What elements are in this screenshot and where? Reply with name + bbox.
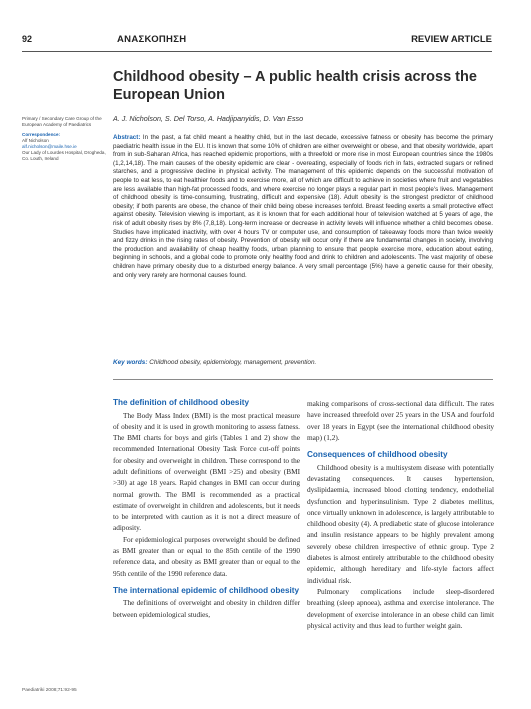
keywords-divider <box>113 379 493 380</box>
affiliation: Primary / Secondary Care Group of the European Academy of Paediatrics <box>22 116 102 127</box>
abstract-text: In the past, a fat child meant a healthy child, but in the last decade, excessive fatness or obesity has become the primary paediatric health issue in the EU. It is known that some 10% of children are either overweight or obese, and that obesity worldwide, apart from in sub-Saharan Africa, has reached epidemic proportions, with a threefold or more rise in most European countries since the 1980s (1,2,14,18). The main causes of the obesity epidemic are clear - overeating, especially of foods rich in fats, extracted sugars or refined starches, and a progressive decline in physical activity. The management of this epidemic depends on the successful motivation of people to eat less, to eat healthier foods and to exercise more, all of which are difficult to achieve in societies where fruit and vegetables are less available than high-fat processed foods, and where exercise no longer plays a regular part in most people's lives. Management of childhood obesity is time-consuming, frustrating, difficult and expensive (18). Adult obesity is the strongest predictor of childhood obesity; if both parents are obese, the chance of their child being obese increases tenfold. Breast feeding exerts a small protective effect against obesity. Television viewing is important, as it is known that for each additional hour of television watched at 5 years of age, the risk of adult obesity rises by 8% (7,8,18). Long-term increase or decrease in activity levels will influence whether a child becomes obese. Studies have implicated inactivity, with over 4 hours TV or computer use, and consumption of takeaway foods more than twice weekly and fizzy drinks in the rising rates of obesity. Prevention of obesity will occur only if there are fundamental changes in society, involving the production and availability of cheap healthy foods, urban planning to ensure that people exercise more, education about eating, beginning in schools, and a global code to promote only healthy food and drink to children and adolescents. The vast majority of obese children have primary obesity due to a disturbed energy balance. A very small percentage (5%) have a genetic cause for their obesity, and only very rarely are hormonal causes found. <box>113 134 493 279</box>
header-divider <box>22 51 492 52</box>
keywords <box>113 359 493 366</box>
keywords-text: Childhood obesity, epidemiology, management, prevention. <box>147 359 317 366</box>
section-heading-definition: The definition of childhood obesity <box>113 398 249 407</box>
article-authors: A. J. Nicholson, S. Del Torso, A. Hadjipanyidis, D. Van Esso <box>113 114 304 123</box>
correspondence-address: Our Lady of Lourdes Hospital, Drogheda, Co. Louth, Ireland <box>22 150 106 161</box>
paragraph: The Body Mass Index (BMI) is the most practical measure of obesity and it is used in growth monitoring to assess fatness. The BMI charts for boys and girls (Tables 1 and 2) show the recommended International Obesity Task Force cut-off points for obesity and overweight in children. These correspond to the adult definitions of overweight (BMI >25) and obesity (BMI >30) at age 18 years. Rapid changes in BMI can occur during normal growth. The BMI is recommended as a practical estimate of overweight in children and adolescents, but it needs to be interpreted with caution as it is not a direct measure of adiposity. <box>113 410 300 533</box>
section-title-english: REVIEW ARTICLE <box>411 34 492 45</box>
page-header <box>22 34 492 50</box>
correspondence-name: Alf Nicholson <box>22 138 49 143</box>
correspondence-email[interactable]: alf.nicholson@maile.hse.ie <box>22 144 77 149</box>
section-heading-consequences: Consequences of childhood obesity <box>307 450 448 460</box>
body-column-right <box>307 398 494 631</box>
abstract-label: Abstract: <box>113 134 141 141</box>
footer-citation: Paediatriki 2008;71:92-95 <box>22 688 77 693</box>
paragraph: Pulmonary complications include sleep-disordered breathing (sleep apnoea), asthma and exercise intolerance. The development of exercise intolerance in an obese child can limit physical activity and thus lead to further weight gain. <box>307 586 494 630</box>
paragraph: making comparisons of cross-sectional data difficult. The rates have increased threefold over 25 years in the USA and fourfold over 18 years in Egypt (see the international childhood obesity map) (1,2). <box>307 399 494 442</box>
section-heading-international-epidemic: The international epidemic of childhood obesity <box>113 585 300 595</box>
article-title: Childhood obesity – A public health crisis across the European Union <box>113 69 477 103</box>
abstract <box>113 134 493 280</box>
keywords-label: Key words: <box>113 359 148 366</box>
page-number: 92 <box>22 34 33 44</box>
paragraph: For epidemiological purposes overweight should be defined as BMI greater than or equal to the 85th centile of the 1990 reference data, and obesity as BMI greater than or equal to the 95th centile of the 1990 reference data. <box>113 534 300 578</box>
section-title-greek: ΑΝΑΣΚΟΠΗΣΗ <box>117 34 187 45</box>
paragraph: Childhood obesity is a multisystem disease with potentially devastating consequences. It causes hypertension, dyslipidaemia, increased blood clotting tendency, endothelial dysfunction and hyperinsulinism. Type 2 diabetes mellitus, once virtually unknown in adolescence, is largely attributable to childhood obesity (4). A prediabetic state of glucose intolerance and insulin resistance appears to be highly prevalent among severely obese children irrespective of ethnic group. Type 2 diabetes is almost entirely attributable to the childhood obesity epidemic, although hereditary and life-style factors affect individual risk. <box>307 462 494 585</box>
correspondence-label: Correspondence: <box>22 132 61 137</box>
affiliation-sidebar <box>22 116 107 162</box>
paragraph: The definitions of overweight and obesity in children differ between epidemiological studies, <box>113 598 300 619</box>
body-column-left <box>113 398 300 620</box>
